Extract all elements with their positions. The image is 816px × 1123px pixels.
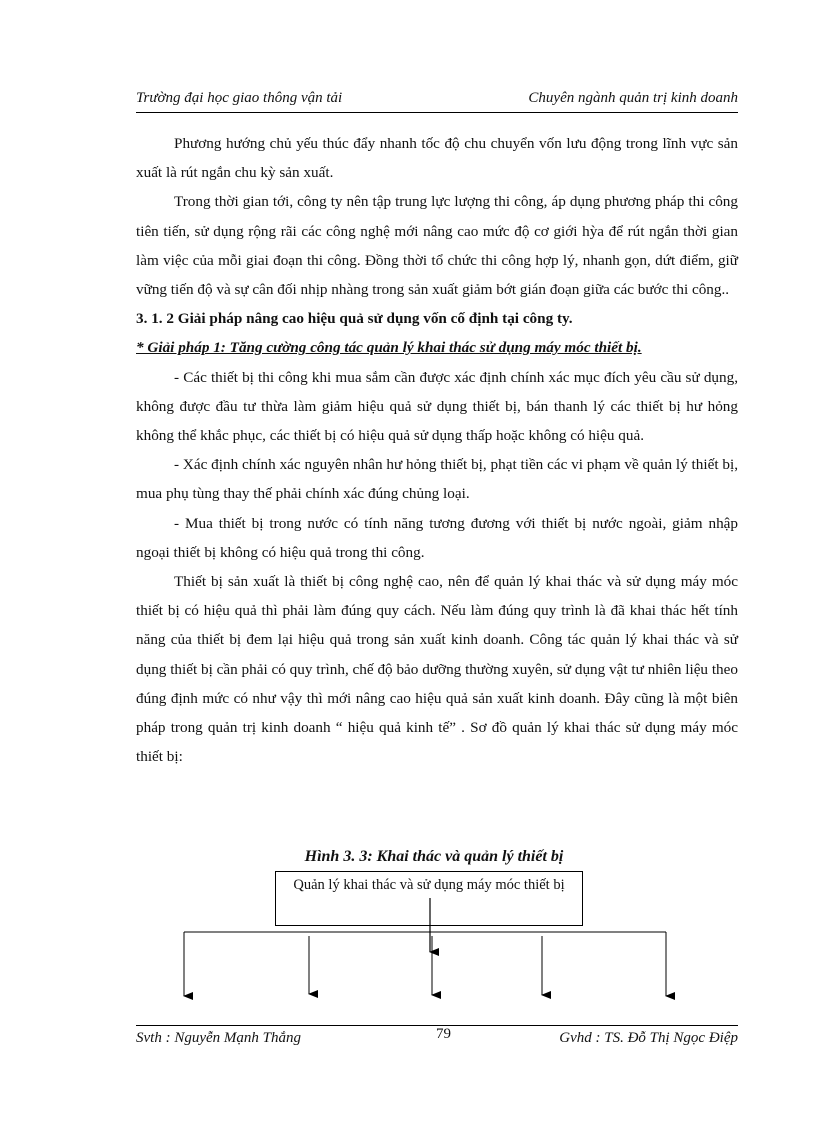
paragraph-equipment: Thiết bị sản xuất là thiết bị công nghệ cao, nên để quản lý khai thác và sử dụng máy móc thiết bị có hiệu quả thì phải làm đúng quy cách. Nếu làm đúng quy trình là đã khai thác hết tính năng của thiết bị đem lại hiệu quả trong sản xuất kinh doanh. Công tác quản lý khai thác và sử dụng thiết bị cần phải có quy trình, chế độ bảo dưỡng thường xuyên, sử dụng vật tư nhiên liệu theo đúng định mức có như vậy thì mới nâng cao hiệu quả sản xuất kinh doanh. Đây cũng là một biên pháp trong quản trị kinh doanh “ hiệu quả kinh tế” . Sơ đồ quản lý khai thác sử dụng máy móc thiết bị: [136, 573, 738, 766]
header-major: Chuyên ngành quản trị kinh doanh [528, 90, 738, 106]
footer-advisor: Gvhd : TS. Đỗ Thị Ngọc Điệp [559, 1030, 738, 1046]
bullet-damage: - Xác định chính xác nguyên nhân hư hỏng thiết bị, phạt tiền các vi phạm về quản lý thiết bị, mua phụ tùng thay thế phải chính xác đúng chủng loại. [136, 456, 738, 503]
footer-student: Svth : Nguyễn Mạnh Thắng [136, 1030, 301, 1046]
header-university: Trường đại học giao thông vận tải [136, 90, 343, 106]
solution-heading: * Giải pháp 1: Tăng cường công tác quản lý khai thác sử dụng máy móc thiết bị. [136, 339, 642, 357]
figure-title: Hình 3. 3: Khai thác và quản lý thiết bị [304, 848, 564, 865]
paragraph-construction: Trong thời gian tới, công ty nên tập trung lực lượng thi công, áp dụng phương pháp thi công tiên tiến, sử dụng rộng rãi các công nghệ mới nâng cao mức độ cơ giới hỳa để rút ngắn thời gian làm việc của mỗi giai đoạn thi công. Đồng thời tổ chức thi công hợp lý, nhanh gọn, dứt điểm, giữ vững tiến độ và sự cân đối nhịp nhàng trong sản xuất giảm bớt gián đoạn giữa các bước thi công.. [136, 193, 738, 299]
diagram-root-box: Quản lý khai thác và sử dụng máy móc thiết bị [275, 871, 583, 926]
bullet-purchase: - Các thiết bị thi công khi mua sắm cần được xác định chính xác mục đích yêu cầu sử dụng, không được đầu tư thừa làm giảm hiệu quả sử dụng thiết bị, bán thanh lý các thiết bị hư hỏng không thể khắc phục, các thiết bị có hiệu quả sử dụng thấp hoặc không có hiệu quả. [136, 368, 738, 445]
section-heading: 3. 1. 2 Giải pháp nâng cao hiệu quả sử dụng vốn cố định tại công ty. [136, 310, 573, 328]
page-footer [136, 1025, 738, 1050]
page-number: 79 [436, 1026, 451, 1042]
paragraph-cycle: Phương hướng chủ yếu thúc đẩy nhanh tốc độ chu chuyển vốn lưu động trong lĩnh vực sản xuất là rút ngắn chu kỳ sản xuất. [136, 135, 738, 182]
bullet-domestic: - Mua thiết bị trong nước có tính năng tương đương với thiết bị nước ngoài, giảm nhập ngoại thiết bị không có hiệu quả trong thi công. [136, 514, 738, 561]
